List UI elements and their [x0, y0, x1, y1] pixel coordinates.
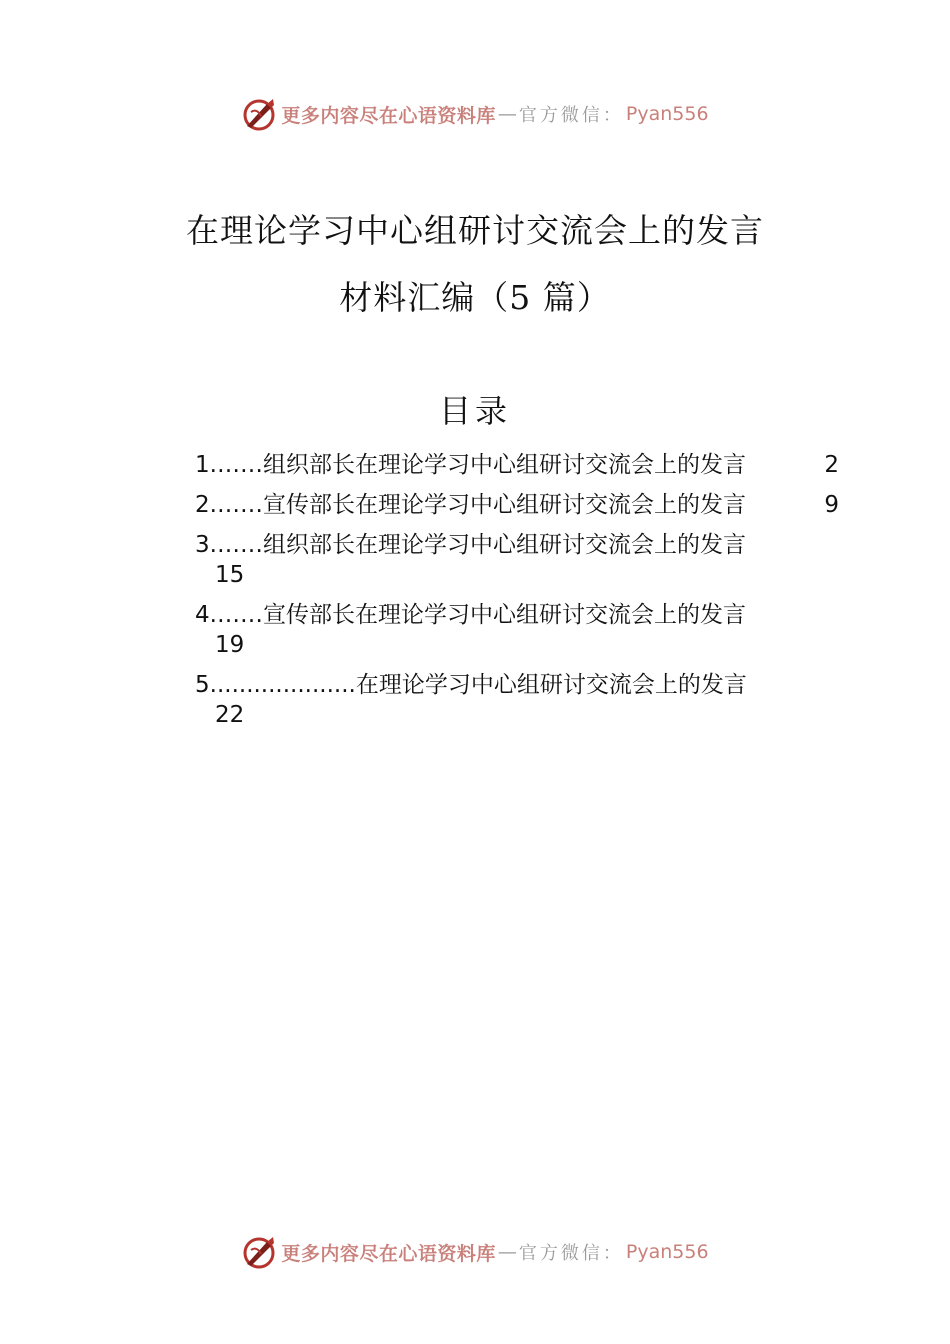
toc-entry-2[interactable] — [195, 490, 845, 520]
document-title-line1: 在理论学习中心组研讨交流会上的发言 — [186, 211, 764, 250]
banner-separator: — — [497, 1241, 517, 1263]
toc-entry-lead: 2.…… — [195, 492, 263, 518]
toc-entry-page: 2 — [824, 452, 839, 478]
toc-entry-page: 15 — [215, 562, 245, 588]
toc-entry-text: 宣传部长在理论学习中心组研讨交流会上的发言 — [262, 492, 746, 518]
toc-entry-text: 宣传部长在理论学习中心组研讨交流会上的发言 — [262, 602, 746, 628]
banner-official-label: 官方微信： — [518, 105, 624, 126]
toc-entry-lead: 5.................... — [195, 672, 356, 698]
toc-entry-5[interactable] — [195, 670, 845, 730]
document-title-line2: 材料汇编（5 篇） — [339, 278, 611, 317]
banner-separator: — — [497, 103, 517, 125]
toc-entry-page: 9 — [824, 492, 839, 518]
banner-text: 更多内容尽在心语资料库 — [281, 1242, 496, 1265]
toc-entry-lead: 1.…… — [195, 452, 263, 478]
toc-entry-4[interactable] — [195, 600, 845, 660]
toc-entry-3[interactable] — [195, 530, 845, 590]
banner-official-label: 官方微信： — [518, 1243, 624, 1264]
header-banner — [0, 94, 950, 134]
toc-entry-1[interactable] — [195, 450, 845, 480]
toc-entry-text: 在理论学习中心组研讨交流会上的发言 — [355, 672, 747, 698]
toc-entry-page: 22 — [215, 702, 245, 728]
toc-heading: 目录 — [438, 392, 511, 430]
banner-wechat-id: Pyan556 — [625, 103, 709, 125]
footer-banner — [0, 1232, 950, 1272]
toc-entry-text: 组织部长在理论学习中心组研讨交流会上的发言 — [262, 452, 746, 478]
toc-entry-lead: 4.…… — [195, 602, 263, 628]
toc-entry-text: 组织部长在理论学习中心组研讨交流会上的发言 — [262, 532, 746, 558]
toc-entry-lead: 3.…… — [195, 532, 263, 558]
pen-logo-icon — [241, 1234, 277, 1270]
banner-text: 更多内容尽在心语资料库 — [281, 104, 496, 127]
table-of-contents — [195, 450, 845, 740]
pen-logo-icon — [241, 96, 277, 132]
toc-entry-page: 19 — [215, 632, 245, 658]
banner-wechat-id: Pyan556 — [625, 1241, 709, 1263]
